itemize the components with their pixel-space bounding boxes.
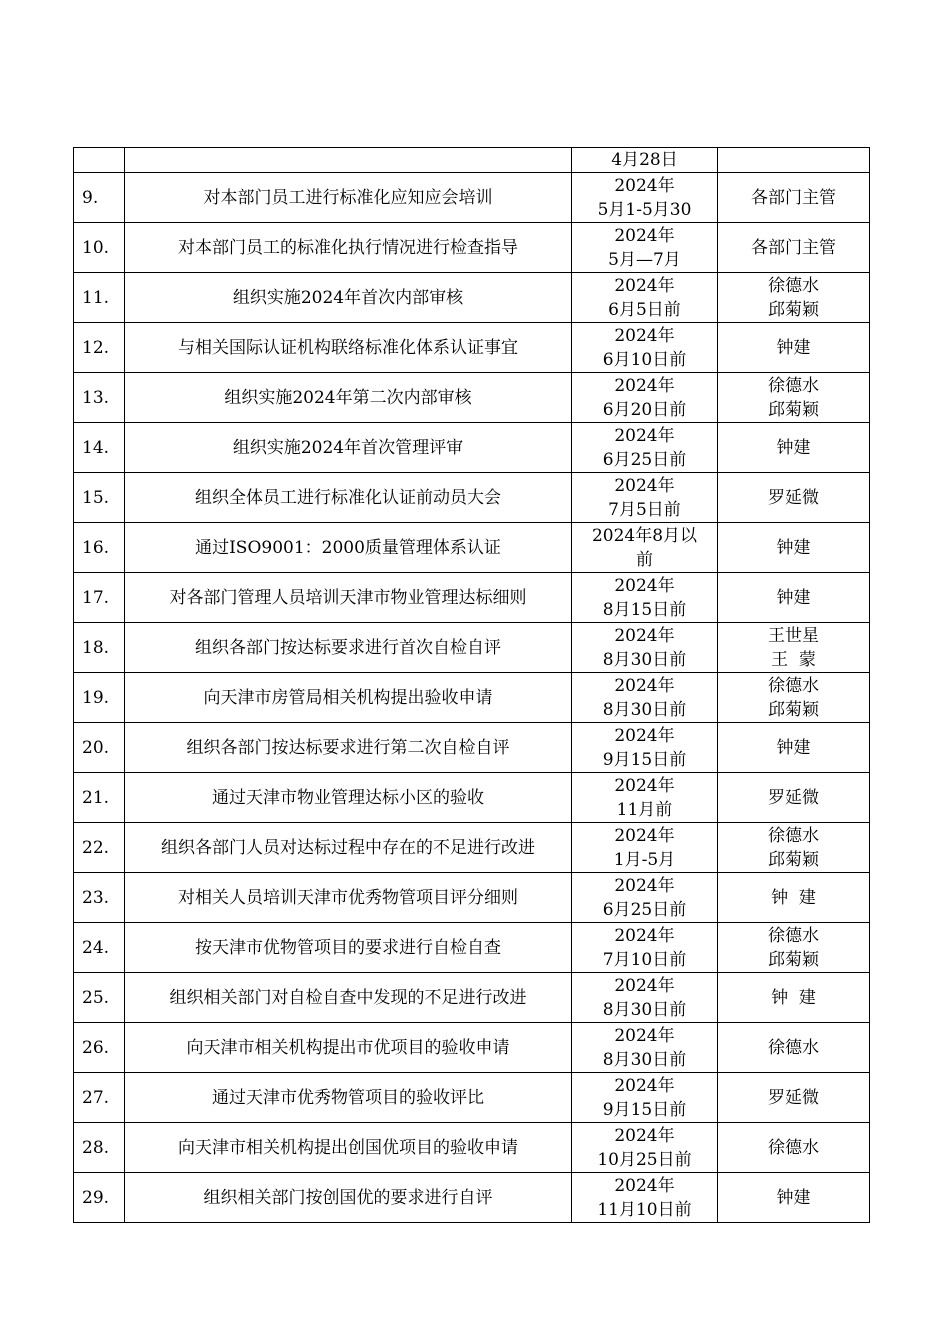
deadline-line: 2024年: [614, 625, 675, 646]
deadline-line: 11月10日前: [597, 1199, 692, 1220]
deadline-line: 2024年: [614, 675, 675, 696]
owner-cell: [718, 873, 870, 923]
owner-name: 钟建: [776, 437, 811, 458]
deadline-line: 2024年: [614, 325, 675, 346]
deadline-cell: [572, 673, 718, 723]
owner-name: 邱菊颖: [768, 299, 819, 320]
owner-name: 钟 建: [771, 887, 816, 908]
deadline-line: 2024年: [614, 1025, 675, 1046]
deadline-line: 8月15日前: [602, 599, 687, 620]
owner-cell: [718, 323, 870, 373]
table-row: [74, 773, 870, 823]
work-plan-table: [73, 147, 870, 1223]
deadline-cell: [572, 273, 718, 323]
table-row: [74, 473, 870, 523]
deadline-cell: [572, 1123, 718, 1173]
table-row: [74, 923, 870, 973]
row-number: 28.: [74, 1123, 125, 1173]
owner-name: 钟 建: [771, 987, 816, 1008]
deadline-cell: [572, 923, 718, 973]
owner-cell: [718, 1023, 870, 1073]
table-row: [74, 723, 870, 773]
deadline-line: 2024年: [614, 725, 675, 746]
owner-cell: [718, 373, 870, 423]
owner-name: 钟建: [776, 537, 811, 558]
row-number: 18.: [74, 623, 125, 673]
owner-name: 各部门主管: [751, 237, 836, 258]
row-number: 21.: [74, 773, 125, 823]
owner-cell: [718, 823, 870, 873]
owner-name: 徐德水: [768, 1137, 819, 1158]
task-description: 通过天津市物业管理达标小区的验收: [125, 773, 572, 823]
table-row: [74, 673, 870, 723]
task-description: 按天津市优物管项目的要求进行自检自查: [125, 923, 572, 973]
deadline-line: 2024年: [614, 225, 675, 246]
deadline-line: 8月30日前: [602, 699, 687, 720]
owner-cell: [718, 573, 870, 623]
table-row: [74, 973, 870, 1023]
task-description: 向天津市相关机构提出创国优项目的验收申请: [125, 1123, 572, 1173]
deadline-cell: [572, 623, 718, 673]
owner-cell: [718, 723, 870, 773]
table-row: [74, 1023, 870, 1073]
table-row: [74, 148, 870, 173]
row-number: 20.: [74, 723, 125, 773]
task-description: 组织各部门人员对达标过程中存在的不足进行改进: [125, 823, 572, 873]
owner-name: 徐德水: [768, 1037, 819, 1058]
deadline-cell: [572, 973, 718, 1023]
table-row: [74, 523, 870, 573]
owner-cell: [718, 1173, 870, 1223]
owner-cell: [718, 1123, 870, 1173]
deadline-line: 5月—7月: [608, 249, 681, 270]
deadline-line: 11月前: [616, 799, 673, 820]
table-row: [74, 873, 870, 923]
table-row: [74, 273, 870, 323]
deadline-line: 2024年: [614, 1075, 675, 1096]
owner-cell: [718, 673, 870, 723]
row-number: 11.: [74, 273, 125, 323]
row-number: 12.: [74, 323, 125, 373]
deadline-cell: [572, 148, 718, 173]
table-row: [74, 1123, 870, 1173]
row-number: 29.: [74, 1173, 125, 1223]
owner-name: 王 蒙: [771, 649, 816, 670]
owner-name: 徐德水: [768, 375, 819, 396]
table-row: [74, 573, 870, 623]
owner-name: 王世星: [768, 625, 819, 646]
row-number: 15.: [74, 473, 125, 523]
deadline-line: 2024年: [614, 375, 675, 396]
owner-name: 徐德水: [768, 275, 819, 296]
deadline-line: 2024年8月以: [591, 525, 698, 546]
owner-cell: [718, 973, 870, 1023]
deadline-line: 2024年: [614, 1125, 675, 1146]
deadline-line: 7月10日前: [602, 949, 687, 970]
deadline-line: 2024年: [614, 475, 675, 496]
row-number: 24.: [74, 923, 125, 973]
table-row: [74, 1173, 870, 1223]
task-description: 对本部门员工进行标准化应知应会培训: [125, 173, 572, 223]
deadline-line: 前: [636, 549, 653, 570]
table-row: [74, 1073, 870, 1123]
deadline-line: 2024年: [614, 175, 675, 196]
deadline-line: 2024年: [614, 1175, 675, 1196]
deadline-cell: [572, 873, 718, 923]
task-description: 组织全体员工进行标准化认证前动员大会: [125, 473, 572, 523]
deadline-line: 10月25日前: [597, 1149, 692, 1170]
owner-name: 邱菊颖: [768, 949, 819, 970]
row-number: 13.: [74, 373, 125, 423]
deadline-line: 4月28日: [611, 150, 678, 170]
row-number: [74, 148, 125, 173]
owner-cell: [718, 523, 870, 573]
owner-name: 徐德水: [768, 675, 819, 696]
task-description: 通过ISO9001：2000质量管理体系认证: [125, 523, 572, 573]
table-row: [74, 623, 870, 673]
deadline-line: 8月30日前: [602, 649, 687, 670]
task-description: 与相关国际认证机构联络标准化体系认证事宜: [125, 323, 572, 373]
task-description: [125, 148, 572, 173]
owner-cell: [718, 623, 870, 673]
deadline-line: 2024年: [614, 825, 675, 846]
owner-name: 邱菊颖: [768, 699, 819, 720]
deadline-line: 6月10日前: [602, 349, 687, 370]
row-number: 26.: [74, 1023, 125, 1073]
deadline-line: 2024年: [614, 775, 675, 796]
owner-cell: [718, 273, 870, 323]
owner-cell: [718, 773, 870, 823]
work-plan-table-body: [74, 148, 870, 1223]
table-row: [74, 173, 870, 223]
table-row: [74, 823, 870, 873]
deadline-line: 2024年: [614, 575, 675, 596]
row-number: 9.: [74, 173, 125, 223]
deadline-line: 2024年: [614, 925, 675, 946]
table-row: [74, 423, 870, 473]
owner-name: 钟建: [776, 1187, 811, 1208]
row-number: 14.: [74, 423, 125, 473]
deadline-line: 8月30日前: [602, 999, 687, 1020]
deadline-cell: [572, 223, 718, 273]
row-number: 22.: [74, 823, 125, 873]
deadline-cell: [572, 173, 718, 223]
deadline-line: 6月20日前: [602, 399, 687, 420]
owner-name: 徐德水: [768, 925, 819, 946]
deadline-cell: [572, 723, 718, 773]
deadline-line: 9月15日前: [602, 749, 687, 770]
owner-cell: [718, 223, 870, 273]
row-number: 23.: [74, 873, 125, 923]
owner-name: 罗延微: [768, 487, 819, 508]
deadline-line: 2024年: [614, 425, 675, 446]
owner-cell: [718, 148, 870, 173]
task-description: 组织各部门按达标要求进行第二次自检自评: [125, 723, 572, 773]
deadline-cell: [572, 1073, 718, 1123]
deadline-line: 6月5日前: [608, 299, 681, 320]
task-description: 组织各部门按达标要求进行首次自检自评: [125, 623, 572, 673]
task-description: 组织实施2024年第二次内部审核: [125, 373, 572, 423]
task-description: 对相关人员培训天津市优秀物管项目评分细则: [125, 873, 572, 923]
owner-name: 钟建: [776, 587, 811, 608]
row-number: 25.: [74, 973, 125, 1023]
deadline-line: 9月15日前: [602, 1099, 687, 1120]
owner-name: 邱菊颖: [768, 399, 819, 420]
deadline-cell: [572, 423, 718, 473]
deadline-cell: [572, 573, 718, 623]
owner-cell: [718, 1073, 870, 1123]
owner-name: 罗延微: [768, 787, 819, 808]
task-description: 组织相关部门对自检自查中发现的不足进行改进: [125, 973, 572, 1023]
owner-name: 钟建: [776, 737, 811, 758]
deadline-cell: [572, 473, 718, 523]
task-description: 组织实施2024年首次内部审核: [125, 273, 572, 323]
row-number: 16.: [74, 523, 125, 573]
owner-name: 邱菊颖: [768, 849, 819, 870]
owner-cell: [718, 173, 870, 223]
deadline-line: 5月1-5月30: [597, 199, 692, 220]
task-description: 组织实施2024年首次管理评审: [125, 423, 572, 473]
task-description: 组织相关部门按创国优的要求进行自评: [125, 1173, 572, 1223]
deadline-line: 6月25日前: [602, 449, 687, 470]
task-description: 通过天津市优秀物管项目的验收评比: [125, 1073, 572, 1123]
deadline-line: 8月30日前: [602, 1049, 687, 1070]
owner-cell: [718, 423, 870, 473]
row-number: 17.: [74, 573, 125, 623]
task-description: 向天津市相关机构提出市优项目的验收申请: [125, 1023, 572, 1073]
owner-cell: [718, 473, 870, 523]
deadline-cell: [572, 773, 718, 823]
row-number: 19.: [74, 673, 125, 723]
deadline-line: 2024年: [614, 275, 675, 296]
row-number: 27.: [74, 1073, 125, 1123]
deadline-cell: [572, 1173, 718, 1223]
deadline-line: 2024年: [614, 975, 675, 996]
owner-name: 徐德水: [768, 825, 819, 846]
deadline-cell: [572, 1023, 718, 1073]
deadline-line: 7月5日前: [608, 499, 681, 520]
deadline-cell: [572, 523, 718, 573]
owner-cell: [718, 923, 870, 973]
table-row: [74, 323, 870, 373]
owner-name: 钟建: [776, 337, 811, 358]
deadline-line: 6月25日前: [602, 899, 687, 920]
table-row: [74, 223, 870, 273]
table-row: [74, 373, 870, 423]
deadline-line: 1月-5月: [613, 849, 676, 870]
task-description: 向天津市房管局相关机构提出验收申请: [125, 673, 572, 723]
deadline-cell: [572, 373, 718, 423]
task-description: 对本部门员工的标准化执行情况进行检查指导: [125, 223, 572, 273]
owner-name: 各部门主管: [751, 187, 836, 208]
row-number: 10.: [74, 223, 125, 273]
task-description: 对各部门管理人员培训天津市物业管理达标细则: [125, 573, 572, 623]
deadline-cell: [572, 823, 718, 873]
deadline-cell: [572, 323, 718, 373]
deadline-line: 2024年: [614, 875, 675, 896]
owner-name: 罗延微: [768, 1087, 819, 1108]
